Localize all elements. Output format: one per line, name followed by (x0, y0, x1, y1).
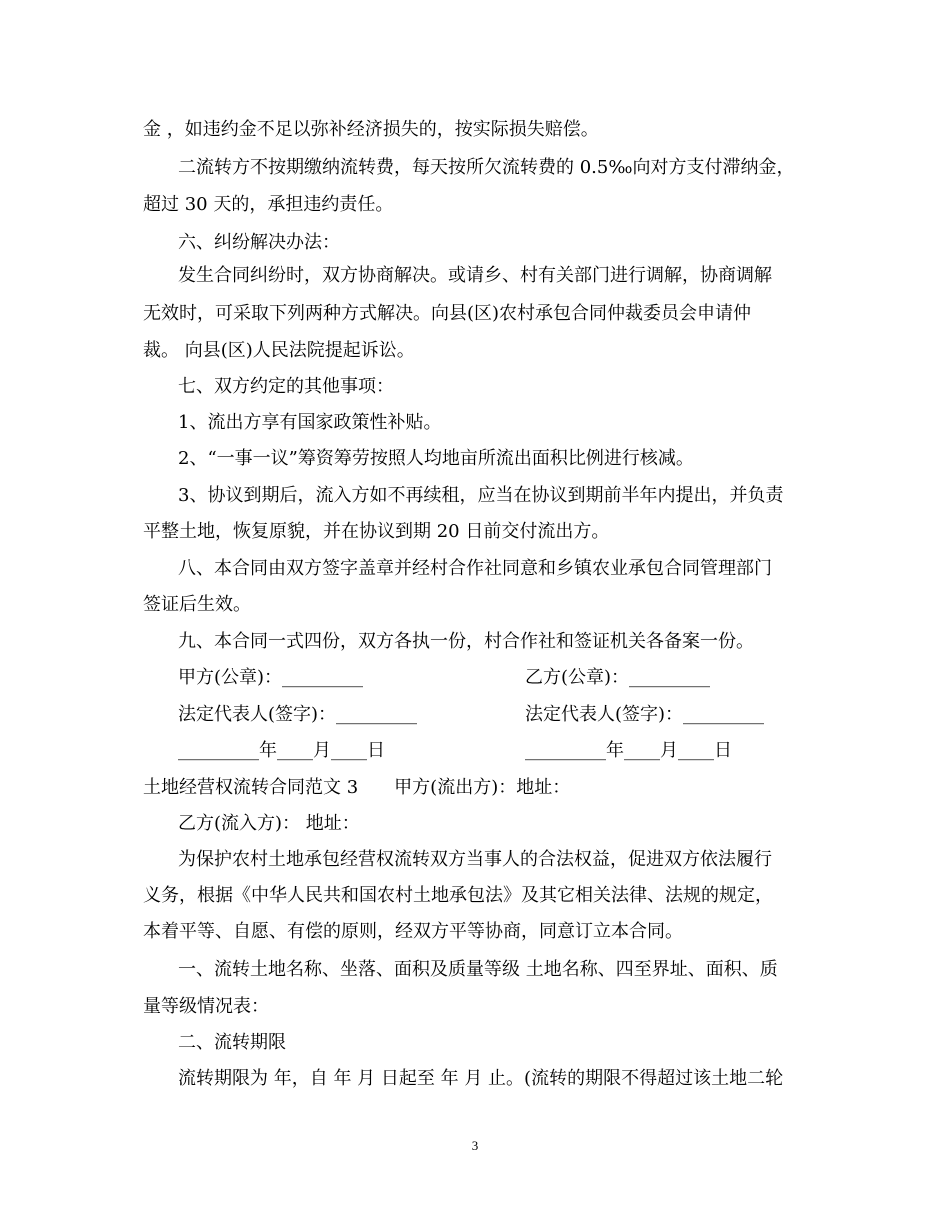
text-line: 九、本合同一式四份，双方各执一份，村合作社和签证机关各备案一份。 (178, 631, 754, 652)
text-line: 一、流转土地名称、坐落、面积及质量等级 土地名称、四至界址、面积、质 (178, 959, 778, 980)
text-line: 乙方(流入方)： 地址： (178, 813, 360, 834)
page-number: 3 (471, 1138, 479, 1153)
text-line: 签证后生效。 (143, 594, 251, 615)
text-line: 裁。 向县(区)人民法院提起诉讼。 (143, 340, 415, 361)
text-line: 2、“一事一议”筹资筹劳按照人均地亩所流出面积比例进行核减。 (178, 448, 694, 469)
section-heading: 六、纠纷解决办法： (178, 232, 340, 253)
text-line: 3、协议到期后，流入方如不再续租，应当在协议到期前半年内提出，并负责 (178, 485, 784, 506)
text-line: 二流转方不按期缴纳流转费，每天按所欠流转费的 0.5‰向对方支付滞纳金， (178, 157, 795, 178)
party-b-representative: 法定代表人(签字)：_________ (525, 704, 765, 725)
section-heading: 二、流转期限 (178, 1032, 286, 1053)
party-a-representative: 法定代表人(签字)：_________ (178, 704, 418, 725)
text-line: 八、本合同由双方签字盖章并经村合作社同意和乡镇农业承包合同管理部门 (178, 558, 772, 579)
text-line: 金 ，如违约金不足以弥补经济损失的，按实际损失赔偿。 (143, 119, 599, 140)
party-b-seal: 乙方(公章)：_________ (525, 667, 711, 688)
text-line: 量等级情况表： (143, 996, 269, 1017)
text-line: 流转期限为 年，自 年 月 日起至 年 月 止。(流转的期限不得超过该土地二轮 (178, 1068, 784, 1089)
text-line: 发生合同纠纷时，双方协商解决。或请乡、村有关部门进行调解，协商调解 (178, 265, 772, 286)
party-b-date: _________年____月____日 (525, 740, 732, 761)
party-a-seal: 甲方(公章)：_________ (178, 667, 364, 688)
text-line: 本着平等、自愿、有偿的原则，经双方平等协商，同意订立本合同。 (143, 921, 683, 942)
section-heading: 七、双方约定的其他事项： (178, 376, 394, 397)
text-line: 1、流出方享有国家政策性补贴。 (178, 412, 442, 433)
text-line: 超过 30 天的，承担违约责任。 (143, 194, 394, 215)
text-line: 为保护农村土地承包经营权流转双方当事人的合法权益，促进双方依法履行 (178, 849, 772, 870)
contract-title: 土地经营权流转合同范文 3 甲方(流出方)：地址： (143, 777, 571, 798)
text-line: 平整土地，恢复原貌，并在协议到期 20 日前交付流出方。 (143, 521, 610, 542)
party-a-date: _________年____月____日 (178, 740, 385, 761)
text-line: 无效时，可采取下列两种方式解决。向县(区)农村承包合同仲裁委员会申请仲 (143, 303, 752, 324)
text-line: 义务，根据《中华人民共和国农村土地承包法》及其它相关法律、法规的规定， (143, 885, 773, 906)
